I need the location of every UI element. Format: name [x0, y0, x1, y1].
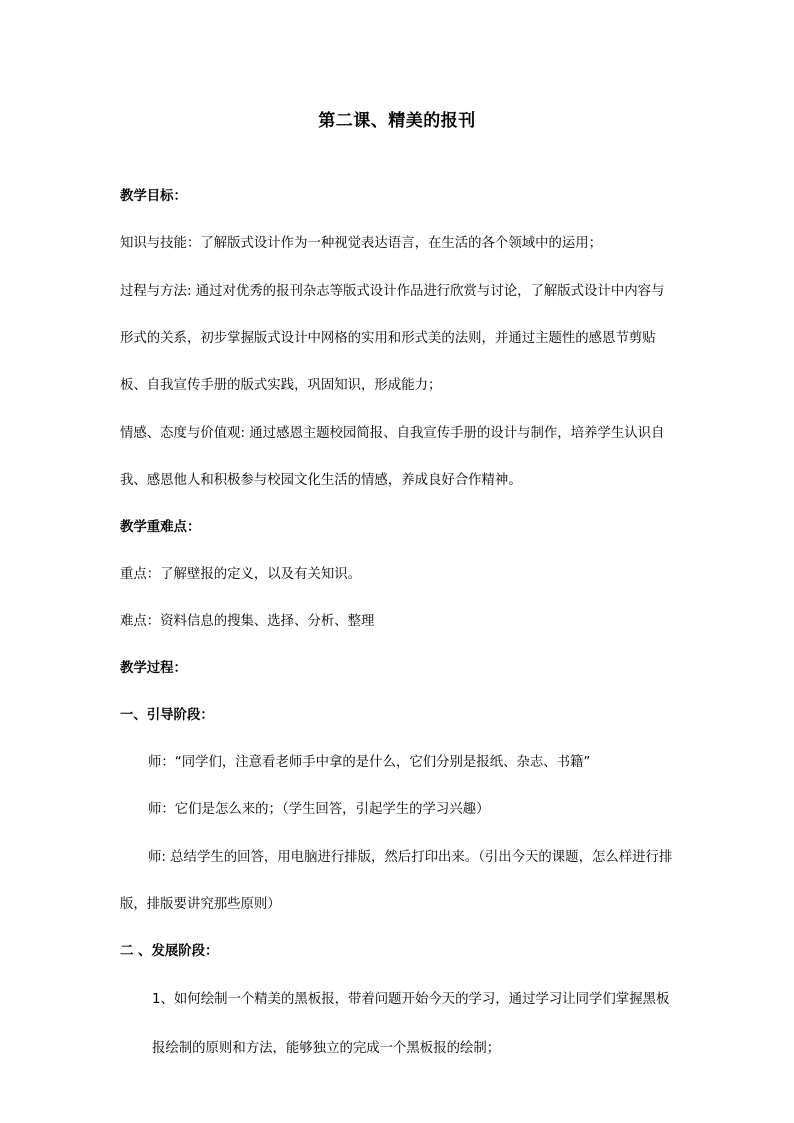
- knowledge-skills-text: 知识与技能：了解版式设计作为一种视觉表达语言，在生活的各个领域中的运用；: [120, 236, 603, 251]
- objectives-heading: 教学目标：: [120, 189, 187, 204]
- process-heading: 教学过程：: [120, 661, 187, 676]
- key-point-text: 重点：了解壁报的定义，以及有关知识。: [120, 567, 362, 582]
- emotion-values-text: 情感、态度与价值观: 通过感恩主题校园简报、自我宣传手册的设计与制作，培养学生认识自我、感恩他人和积极参与校园文化生活的情感，养成良好合作精神。: [120, 426, 665, 488]
- document-body: [120, 186, 676, 1098]
- stage1-line1: 师：“同学们，注意看老师手中拿的是什么，它们分别是报纸、杂志、书籍”: [148, 755, 591, 770]
- stage1-line3: 师: 总结学生的回答，用电脑进行排版，然后打印出来。（引出今天的课题，怎么样进行排版，排版要讲究那些原则）: [120, 850, 673, 912]
- stage1-heading: 一、引导阶段：: [120, 708, 214, 723]
- stage1-line2: 师：它们是怎么来的；（学生回答，引起学生的学习兴趣）: [148, 802, 490, 817]
- key-points-heading: 教学重难点：: [120, 520, 201, 535]
- document-title: 第二课、精美的报刊: [318, 111, 476, 131]
- process-methods-text: 过程与方法: 通过对优秀的报刊杂志等版式设计作品进行欣赏与讨论，了解版式设计中内容与形式的关系，初步掌握版式设计中网格的实用和形式美的法则，并通过主题性的感恩节剪贴板、自我宣传手册的版式实践，巩固知识，形成能力；: [120, 284, 665, 393]
- stage2-heading: 二 、发展阶段：: [120, 944, 219, 959]
- difficult-point-text: 难点：资料信息的搜集、选择、分析、整理: [120, 614, 375, 629]
- stage2-item1: 1、如何绘制一个精美的黑板报，带着问题开始今天的学习，通过学习让同学们掌握黑板报绘制的原则和方法，能够独立的完成一个黑板报的绘制；: [152, 992, 670, 1056]
